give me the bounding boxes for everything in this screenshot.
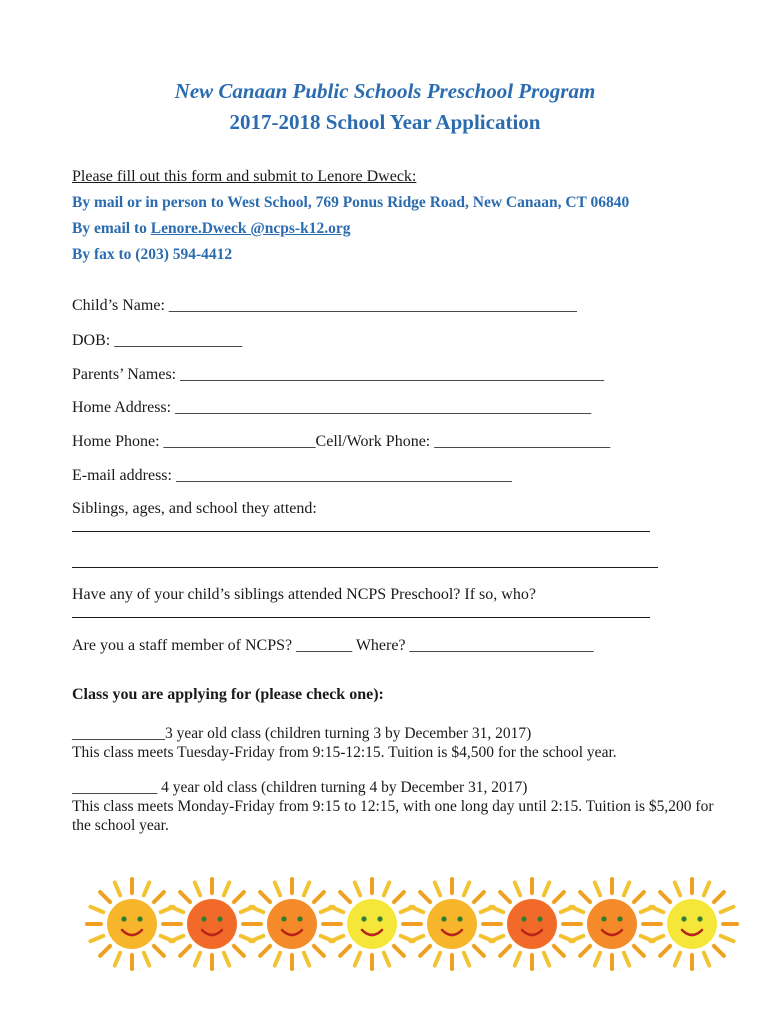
smiling-sun-icon	[487, 879, 577, 969]
dob-field[interactable]: DOB: ________________	[72, 332, 243, 349]
page-title: New Canaan Public Schools Preschool Program	[174, 79, 596, 103]
child-name-field[interactable]: Child’s Name: ___________________________________________________	[72, 297, 577, 314]
class-option-4yr-title: ___________ 4 year old class (children turning 4 by December 31, 2017)	[72, 779, 528, 796]
smiling-sun-icon	[167, 879, 257, 969]
mail-instructions: By mail or in person to West School, 769 Ponus Ridge Road, New Canaan, CT 06840	[72, 194, 630, 211]
fax-instructions: By fax to (203) 594-4412	[72, 246, 233, 263]
instructions-intro: Please fill out this form and submit to Lenore Dweck:	[72, 168, 417, 185]
phone-field[interactable]: Home Phone: ___________________Cell/Work Phone: ______________________	[72, 433, 611, 450]
siblings-attended-line[interactable]	[72, 617, 650, 618]
class-heading: Class you are applying for (please check one):	[72, 686, 384, 703]
smiling-sun-icon	[247, 879, 337, 969]
smiling-sun-icon	[87, 879, 177, 969]
siblings-label: Siblings, ages, and school they attend:	[72, 500, 317, 517]
smiling-sun-icon	[567, 879, 657, 969]
staff-field[interactable]: Are you a staff member of NCPS? _______ Where? _______________________	[72, 637, 594, 654]
email-prefix: By email to	[72, 220, 151, 237]
siblings-line-1[interactable]	[72, 531, 650, 532]
siblings-attended-label: Have any of your child’s siblings attended NCPS Preschool? If so, who?	[72, 586, 536, 603]
home-address-field[interactable]: Home Address: ____________________________________________________	[72, 399, 592, 416]
email-instructions	[72, 220, 350, 238]
siblings-line-2[interactable]	[72, 567, 658, 568]
parents-names-field[interactable]: Parents’ Names: _____________________________________________________	[72, 366, 605, 383]
smiling-sun-icon	[327, 879, 417, 969]
class-option-3yr-title: ____________3 year old class (children turning 3 by December 31, 2017)	[72, 725, 532, 742]
smiling-sun-icon	[407, 879, 497, 969]
page-subtitle: 2017-2018 School Year Application	[229, 110, 541, 134]
class-option-3yr[interactable]	[72, 724, 722, 762]
email-link[interactable]: Lenore.Dweck @ncps-k12.org	[150, 220, 351, 237]
class-option-4yr-desc: This class meets Monday-Friday from 9:15 to 12:15, with one long day until 2:15. Tuition is $5,200 for the school year.	[72, 798, 714, 834]
smiling-sun-icon	[647, 879, 737, 969]
class-option-4yr[interactable]	[72, 778, 722, 835]
class-option-3yr-desc: This class meets Tuesday-Friday from 9:15-12:15. Tuition is $4,500 for the school year.	[72, 744, 617, 761]
email-field[interactable]: E-mail address: __________________________________________	[72, 467, 512, 484]
sun-decoration	[80, 862, 760, 990]
